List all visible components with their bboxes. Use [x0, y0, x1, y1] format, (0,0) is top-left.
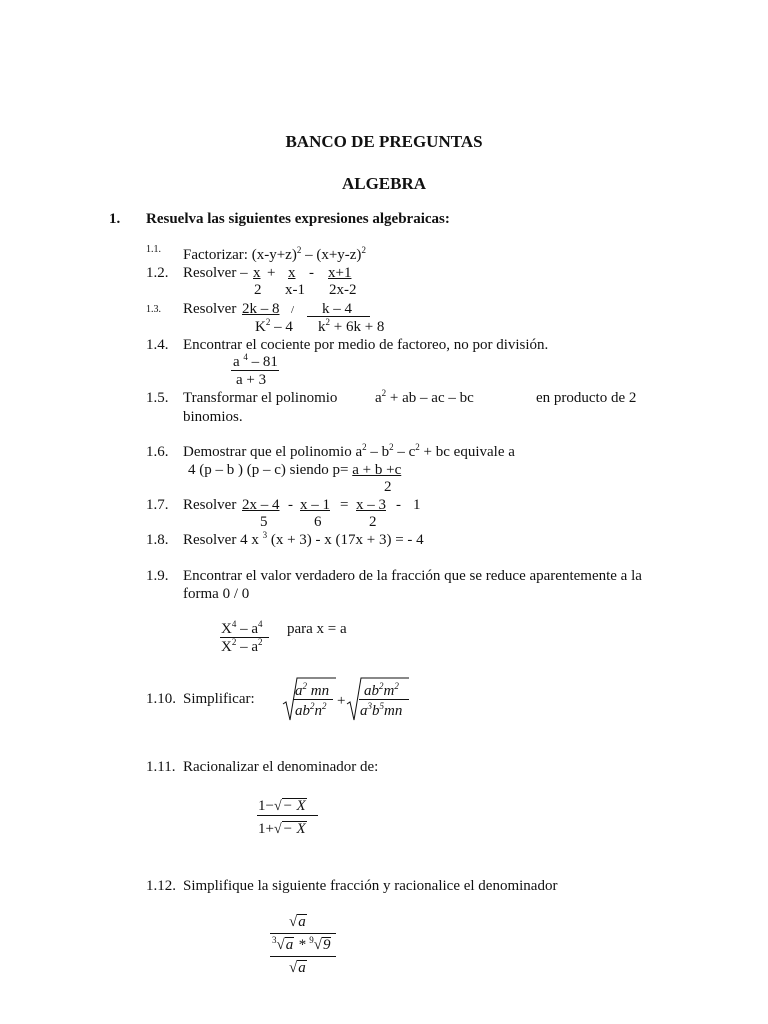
- page-subtitle: ALGEBRA: [341, 174, 427, 193]
- section-number: 1.: [109, 211, 121, 227]
- q1-9-line2: forma 0 / 0: [183, 586, 250, 602]
- q1-7-num1: 2x – 4: [242, 497, 280, 513]
- q1-2-num2: x: [288, 265, 296, 281]
- q1-3-num2: k – 4: [322, 301, 352, 317]
- q1-7-op1: -: [288, 497, 293, 513]
- q1-4-denominator: a + 3: [236, 372, 267, 388]
- q1-10-fraction-bar-1: [293, 699, 333, 700]
- q1-4-numerator: a $^4$ – 81: [233, 352, 278, 370]
- q1-12-top: √a: [289, 914, 306, 930]
- q1-7-num3: x – 3: [356, 497, 386, 513]
- q1-7-op2: -: [396, 497, 401, 513]
- q1-12-number: 1.12.: [146, 878, 176, 894]
- q1-11-numerator: 1−√− X: [258, 798, 306, 814]
- q1-5-polynomial: $a^2$ + ab – ac – bc: [375, 388, 474, 406]
- q1-7-den2: 6: [314, 514, 322, 530]
- q1-11-denominator: 1+√− X: [258, 821, 306, 837]
- q1-6-line2: 4 (p – b ) (p – c) siendo p= a + b +c: [188, 462, 402, 478]
- q1-6-text: Demostrar que el polinomio $a^2 - b^2 - c^2$ + bc equivale a: [183, 442, 515, 460]
- q1-6-den: 2: [384, 479, 392, 495]
- q1-7-lead: Resolver: [183, 497, 237, 513]
- q1-12-bottom: √a: [289, 960, 306, 976]
- q1-4-fraction-bar: [231, 370, 279, 371]
- q1-5-line2: binomios.: [183, 409, 243, 425]
- q1-10-numerator-2: $ab^2m^2$: [364, 681, 399, 699]
- q1-3-number: 1.3.: [146, 304, 161, 315]
- q1-4-text: Encontrar el cociente por medio de factoreo, no por división.: [183, 337, 549, 353]
- q1-9-condition: para x = a: [287, 621, 347, 637]
- q1-3-den1: $K^2 - 4$: [255, 317, 293, 335]
- q1-12-lower-bar: [270, 956, 336, 957]
- q1-5-number: 1.5.: [146, 390, 169, 406]
- q1-2-den3: 2x-2: [329, 282, 357, 298]
- q1-12-middle: $^3$√a * $^9$√9: [272, 935, 331, 953]
- q1-8-number: 1.8.: [146, 532, 169, 548]
- section-heading: Resuelva las siguientes expresiones algebraicas:: [146, 211, 450, 227]
- q1-7-term: 1: [413, 497, 421, 513]
- page-title: BANCO DE PREGUNTAS: [285, 132, 483, 151]
- q1-10-text: Simplificar:: [183, 691, 255, 707]
- q1-2-lead: Resolver –: [183, 265, 248, 281]
- q1-11-fraction-bar: [257, 815, 318, 816]
- q1-6-number: 1.6.: [146, 444, 169, 460]
- q1-10-plus: +: [337, 693, 346, 709]
- q1-2-den2: x-1: [285, 282, 305, 298]
- q1-4-number: 1.4.: [146, 337, 169, 353]
- q1-7-den1: 5: [260, 514, 268, 530]
- q1-2-den1: 2: [254, 282, 262, 298]
- q1-3-lead: Resolver: [183, 301, 237, 317]
- q1-11-number: 1.11.: [146, 759, 176, 775]
- q1-3-slash: /: [291, 304, 295, 316]
- q1-2-num3: x+1: [328, 265, 352, 281]
- q1-10-denominator-2: $a^3b^5mn$: [360, 701, 403, 719]
- q1-2-number: 1.2.: [146, 265, 169, 281]
- q1-10-denominator-1: $ab^2n^2$: [295, 701, 327, 719]
- q1-12-text: Simplifique la siguiente fracción y racionalice el denominador: [183, 878, 558, 894]
- q1-9-line1: Encontrar el valor verdadero de la fracción que se reduce aparentemente a la: [183, 568, 642, 584]
- q1-10-numerator-1: $a^2$ mn: [295, 681, 330, 699]
- q1-3-num1: 2k – 8: [242, 301, 280, 317]
- q1-7-den3: 2: [369, 514, 377, 530]
- q1-2-op2: -: [309, 265, 314, 281]
- q1-8-text: Resolver 4 x $^3$ (x + 3) - x (17x + 3) = - 4: [183, 530, 424, 548]
- q1-11-text: Racionalizar el denominador de:: [183, 759, 379, 775]
- q1-10-number: 1.10.: [146, 691, 176, 707]
- q1-1-number: 1.1.: [146, 244, 161, 255]
- q1-9-numerator: $X^4 - a^4$: [221, 619, 263, 637]
- q1-3-den2: $k^2 + 6k + 8$: [318, 317, 385, 335]
- q1-9-denominator: $X^2 - a^2$: [221, 637, 263, 655]
- q1-5-text-a: Transformar el polinomio: [183, 390, 338, 406]
- q1-10-fraction-bar-2: [359, 699, 409, 700]
- q1-9-number: 1.9.: [146, 568, 169, 584]
- q1-2-num1: x: [253, 265, 261, 281]
- q1-1-text: Factorizar: $(x-y+z)^2 - (x+y-z)^2$: [183, 245, 366, 263]
- q1-2-op1: +: [267, 265, 276, 281]
- q1-7-eq: =: [340, 497, 349, 513]
- q1-5-text-b: en producto de 2: [536, 390, 637, 406]
- q1-12-upper-bar: [270, 933, 336, 934]
- q1-7-num2: x – 1: [300, 497, 330, 513]
- q1-7-number: 1.7.: [146, 497, 169, 513]
